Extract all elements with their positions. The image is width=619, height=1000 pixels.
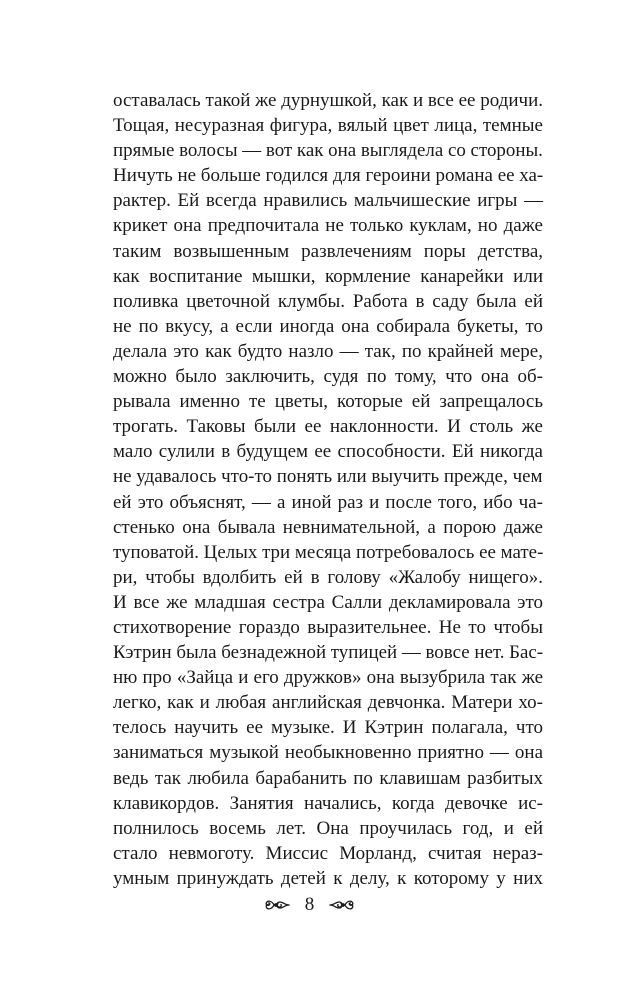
text-line: ведь так любила барабанить по клавишам разбитых — [113, 767, 543, 789]
text-line: мало сулили в будущем ее способности. Ей никогда — [113, 441, 543, 463]
page-footer — [0, 890, 619, 920]
text-line: Тощая, несуразная фигура, вялый цвет лица, темные — [113, 115, 543, 137]
text-line: не удавалось что-то понять или выучить прежде, чем — [113, 466, 543, 488]
text-line: как воспитание мышки, кормление канарейки или — [113, 265, 543, 287]
text-line: И все же младшая сестра Салли декламировала это — [113, 591, 543, 613]
text-line: легко, как и любая английская девчонка. Матери хо- — [113, 692, 543, 714]
text-line: ри, чтобы вдолбить ей в голову «Жалобу нищего». — [113, 566, 543, 588]
text-line: стенько она бывала невнимательной, а порою даже — [113, 516, 543, 538]
text-line: рывала именно те цветы, которые ей запрещалось — [113, 391, 543, 413]
page-number: 8 — [304, 894, 315, 915]
text-line: полнилось восемь лет. Она проучилась год, и ей — [113, 817, 543, 839]
right-ornament-icon — [328, 896, 356, 914]
text-line: стало невмоготу. Миссис Морланд, считая нераз- — [113, 842, 543, 864]
left-ornament-icon — [263, 896, 291, 914]
text-line: умным принуждать детей к делу, к которому у них — [113, 867, 543, 889]
text-line: рактер. Ей всегда нравились мальчишеские игры — — [113, 190, 543, 212]
text-line: таким возвышенным развлечениям поры детства, — [113, 240, 543, 262]
text-line: не по вкусу, а если иногда она собирала букеты, то — [113, 315, 543, 337]
text-line: прямые волосы — вот как она выглядела со стороны. — [113, 140, 543, 162]
text-line: трогать. Таковы были ее наклонности. И столь же — [113, 416, 543, 438]
text-line: туповатой. Целых три месяца потребовалось ее мате- — [113, 541, 544, 563]
text-line: стихотворение гораздо выразительнее. Не то чтобы — [113, 616, 543, 638]
text-line: заниматься музыкой необыкновенно приятно — она — [113, 742, 543, 764]
text-line: ей это объяснят, — а иной раз и после того, ибо ча- — [113, 491, 543, 513]
text-line: ню про «Зайца и его дружков» она вызубрила так же — [113, 667, 543, 689]
body-text — [113, 88, 543, 891]
text-line: телось научить ее музыке. И Кэтрин полагала, что — [113, 717, 543, 739]
text-line: оставалась такой же дурнушкой, как и все ее родичи. — [113, 90, 543, 111]
text-line: крикет она предпочитала не только куклам, но даже — [113, 215, 543, 237]
text-line: клавикордов. Занятия начались, когда девочке ис- — [113, 792, 543, 814]
text-line: делала это как будто назло — так, по крайней мере, — [113, 340, 543, 362]
text-line: поливка цветочной клумбы. Работа в саду была ей — [113, 290, 543, 312]
text-line: Ничуть не больше годился для героини романа ее ха- — [113, 165, 544, 187]
text-line: можно было заключить, судя по тому, что она об- — [113, 366, 543, 388]
text-line: Кэтрин была безнадежной тупицей — вовсе нет. Бас- — [113, 642, 544, 664]
